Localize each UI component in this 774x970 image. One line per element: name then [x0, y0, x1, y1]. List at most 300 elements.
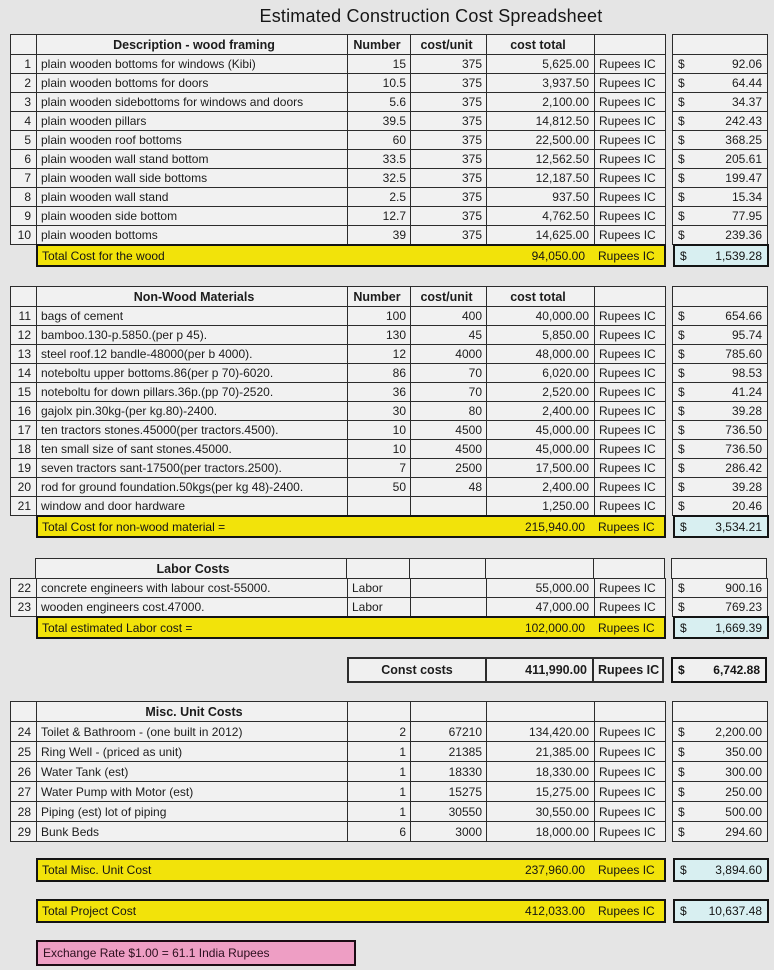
cost-total-cell[interactable]: 21,385.00	[486, 741, 595, 762]
currency-cell[interactable]: Rupees IC	[594, 225, 666, 245]
cost-total-cell[interactable]: 55,000.00	[486, 578, 595, 598]
const-costs-currency[interactable]: Rupees IC	[592, 657, 664, 683]
description-cell[interactable]: plain wooden bottoms for doors	[36, 73, 348, 93]
usd-cell[interactable]	[672, 363, 768, 383]
usd-value: 2,200.00	[715, 724, 762, 739]
currency-cell[interactable]: Rupees IC	[594, 761, 666, 782]
total-label: Total Cost for non-wood material =	[42, 519, 226, 534]
total-currency: Rupees IC	[598, 519, 655, 534]
table-row	[10, 363, 774, 383]
description-cell[interactable]: bags of cement	[36, 306, 348, 326]
row-number-cell[interactable]: 25	[10, 741, 37, 762]
cost-unit-cell[interactable]	[410, 496, 487, 516]
number-cell[interactable]: 10	[347, 420, 411, 440]
usd-cell[interactable]	[672, 578, 768, 598]
cost-unit-cell[interactable]: 18330	[410, 761, 487, 782]
cost-unit-cell[interactable]: 400	[410, 306, 487, 326]
number-cell[interactable]: 1	[347, 741, 411, 762]
total-amount: 102,000.00	[524, 620, 585, 635]
description-header[interactable]: Misc. Unit Costs	[36, 701, 348, 722]
currency-header[interactable]	[594, 701, 666, 722]
currency-cell[interactable]: Rupees IC	[594, 130, 666, 150]
cost-total-cell[interactable]: 40,000.00	[486, 306, 595, 326]
wood-framing-table	[10, 34, 774, 267]
currency-cell[interactable]: Rupees IC	[594, 477, 666, 497]
total-usd-box[interactable]	[673, 899, 769, 923]
row-number-cell[interactable]: 6	[10, 149, 37, 169]
currency-header[interactable]	[593, 558, 665, 579]
number-cell[interactable]: 100	[347, 306, 411, 326]
labor-table	[10, 558, 774, 639]
usd-cell[interactable]	[672, 206, 768, 226]
row-number-cell[interactable]: 15	[10, 382, 37, 402]
dollar-sign: $	[678, 309, 685, 323]
usd-cell[interactable]	[672, 439, 768, 459]
dollar-sign: $	[680, 904, 687, 918]
cost-total-header[interactable]: cost total	[486, 34, 595, 55]
usd-cell[interactable]	[672, 477, 768, 497]
description-cell[interactable]: Toilet & Bathroom - (one built in 2012)	[36, 721, 348, 742]
description-cell[interactable]: plain wooden roof bottoms	[36, 130, 348, 150]
cost-unit-cell[interactable]: 48	[410, 477, 487, 497]
description-header[interactable]: Non-Wood Materials	[36, 286, 348, 307]
page-title: Estimated Construction Cost Spreadsheet	[259, 6, 603, 26]
currency-cell[interactable]: Rupees IC	[594, 821, 666, 842]
number-cell[interactable]	[347, 496, 411, 516]
usd-cell[interactable]	[672, 130, 768, 150]
exchange-rate-label: Exchange Rate $1.00 = 61.1 India Rupees	[43, 946, 270, 960]
usd-header[interactable]	[672, 34, 768, 55]
description-header[interactable]: Description - wood framing	[36, 34, 348, 55]
usd-cell[interactable]	[672, 187, 768, 207]
usd-cell[interactable]	[672, 225, 768, 245]
cost-total-cell[interactable]: 12,562.50	[486, 149, 595, 169]
number-cell[interactable]: 1	[347, 801, 411, 822]
row-number-cell[interactable]: 8	[10, 187, 37, 207]
currency-cell[interactable]: Rupees IC	[594, 73, 666, 93]
description-cell[interactable]: rod for ground foundation.50kgs(per kg 48)-2400.	[36, 477, 348, 497]
number-cell[interactable]: 33.5	[347, 149, 411, 169]
table-row	[10, 206, 774, 226]
usd-cell[interactable]	[672, 741, 768, 762]
description-cell[interactable]: steel roof.12 bandle-48000(per b 4000).	[36, 344, 348, 364]
cost-unit-cell[interactable]	[410, 578, 487, 598]
cost-unit-cell[interactable]: 70	[410, 363, 487, 383]
cost-total-cell[interactable]: 937.50	[486, 187, 595, 207]
cost-total-cell[interactable]: 2,520.00	[486, 382, 595, 402]
cost-total-cell[interactable]: 2,400.00	[486, 401, 595, 421]
number-cell[interactable]: 12	[347, 344, 411, 364]
dollar-sign: $	[678, 190, 685, 204]
cost-unit-header[interactable]	[409, 558, 486, 579]
currency-cell[interactable]: Rupees IC	[594, 721, 666, 742]
row-number-cell[interactable]: 17	[10, 420, 37, 440]
currency-cell[interactable]: Rupees IC	[594, 420, 666, 440]
table-row	[10, 578, 774, 598]
currency-cell[interactable]: Rupees IC	[594, 325, 666, 345]
cost-total-cell[interactable]: 2,400.00	[486, 477, 595, 497]
const-costs-usd-box[interactable]	[671, 657, 767, 683]
currency-cell[interactable]: Rupees IC	[594, 401, 666, 421]
cost-total-header[interactable]: cost total	[486, 286, 595, 307]
number-cell[interactable]: Labor	[347, 578, 411, 598]
cost-unit-cell[interactable]: 375	[410, 168, 487, 188]
row-number-cell[interactable]: 28	[10, 801, 37, 822]
row-number-cell[interactable]: 19	[10, 458, 37, 478]
dollar-sign: $	[678, 663, 685, 677]
currency-cell[interactable]: Rupees IC	[594, 382, 666, 402]
cost-unit-cell[interactable]: 4500	[410, 439, 487, 459]
usd-value: 368.25	[725, 133, 762, 147]
description-cell[interactable]: gajolx pin.30kg-(per kg.80)-2400.	[36, 401, 348, 421]
cost-unit-cell[interactable]: 3000	[410, 821, 487, 842]
usd-cell[interactable]	[672, 401, 768, 421]
description-cell[interactable]: concrete engineers with labour cost-55000.	[36, 578, 348, 598]
cost-unit-cell[interactable]	[410, 597, 487, 617]
total-highlight-bar[interactable]	[36, 515, 666, 538]
total-currency: Rupees IC	[598, 620, 655, 635]
description-cell[interactable]: noteboltu for down pillars.36p.(pp 70)-2520.	[36, 382, 348, 402]
usd-header[interactable]	[671, 558, 767, 579]
currency-cell[interactable]: Rupees IC	[594, 54, 666, 74]
row-number-header[interactable]	[10, 286, 37, 307]
dollar-sign: $	[678, 133, 685, 147]
usd-cell[interactable]	[672, 54, 768, 74]
number-cell[interactable]: 10	[347, 439, 411, 459]
row-number-cell[interactable]: 20	[10, 477, 37, 497]
cost-total-cell[interactable]: 14,625.00	[486, 225, 595, 245]
wood-total-row	[10, 244, 774, 267]
description-cell[interactable]: plain wooden pillars	[36, 111, 348, 131]
usd-value: 10,637.48	[708, 904, 762, 918]
row-number-cell[interactable]: 22	[10, 578, 37, 598]
cost-unit-cell[interactable]: 67210	[410, 721, 487, 742]
description-cell[interactable]: plain wooden wall stand	[36, 187, 348, 207]
row-number-cell[interactable]: 24	[10, 721, 37, 742]
labor-total-row	[10, 616, 774, 639]
usd-value: 900.16	[725, 581, 762, 595]
cost-unit-cell[interactable]: 30550	[410, 801, 487, 822]
description-cell[interactable]: Piping (est) lot of piping	[36, 801, 348, 822]
description-cell[interactable]: bamboo.130-p.5850.(per p 45).	[36, 325, 348, 345]
cost-total-cell[interactable]: 22,500.00	[486, 130, 595, 150]
row-number-cell[interactable]: 10	[10, 225, 37, 245]
number-cell[interactable]: 39.5	[347, 111, 411, 131]
row-number-cell[interactable]: 23	[10, 597, 37, 617]
usd-value: 736.50	[725, 423, 762, 437]
currency-cell[interactable]: Rupees IC	[594, 168, 666, 188]
currency-cell[interactable]: Rupees IC	[594, 597, 666, 617]
usd-value: 64.44	[731, 76, 762, 90]
dollar-sign: $	[678, 461, 685, 475]
currency-cell[interactable]: Rupees IC	[594, 187, 666, 207]
description-cell[interactable]: noteboltu upper bottoms.86(per p 70)-6020.	[36, 363, 348, 383]
currency-cell[interactable]: Rupees IC	[594, 801, 666, 822]
description-cell[interactable]: ten tractors stones.45000(per tractors.4500).	[36, 420, 348, 440]
number-cell[interactable]: 130	[347, 325, 411, 345]
usd-cell[interactable]	[672, 761, 768, 782]
usd-cell[interactable]	[672, 721, 768, 742]
cost-total-cell[interactable]: 5,850.00	[486, 325, 595, 345]
currency-cell[interactable]: Rupees IC	[594, 496, 666, 516]
row-number-cell[interactable]: 18	[10, 439, 37, 459]
usd-cell[interactable]	[672, 325, 768, 345]
usd-header[interactable]	[672, 701, 768, 722]
total-usd-box[interactable]	[673, 616, 769, 639]
total-usd-box[interactable]	[673, 515, 769, 538]
dollar-sign: $	[678, 95, 685, 109]
misc-unit-table	[10, 701, 774, 842]
cost-unit-header[interactable]: cost/unit	[410, 34, 487, 55]
cost-unit-cell[interactable]: 70	[410, 382, 487, 402]
dollar-sign: $	[678, 404, 685, 418]
number-cell[interactable]: 12.7	[347, 206, 411, 226]
table-row	[10, 382, 774, 402]
cost-total-cell[interactable]: 1,250.00	[486, 496, 595, 516]
cost-total-cell[interactable]: 30,550.00	[486, 801, 595, 822]
table-row	[10, 801, 774, 822]
cost-total-header[interactable]	[486, 701, 595, 722]
cost-total-cell[interactable]: 6,020.00	[486, 363, 595, 383]
row-number-cell[interactable]: 7	[10, 168, 37, 188]
currency-cell[interactable]: Rupees IC	[594, 439, 666, 459]
row-number-cell[interactable]: 5	[10, 130, 37, 150]
currency-cell[interactable]: Rupees IC	[594, 344, 666, 364]
total-highlight-bar[interactable]	[36, 616, 666, 639]
cost-unit-cell[interactable]: 21385	[410, 741, 487, 762]
const-costs-total[interactable]: 411,990.00	[485, 657, 594, 683]
const-costs-label[interactable]: Const costs	[347, 657, 487, 683]
row-number-cell[interactable]: 14	[10, 363, 37, 383]
number-cell[interactable]: 2.5	[347, 187, 411, 207]
row-number-cell[interactable]: 9	[10, 206, 37, 226]
cost-unit-cell[interactable]: 45	[410, 325, 487, 345]
number-cell[interactable]: 39	[347, 225, 411, 245]
cost-unit-cell[interactable]: 375	[410, 111, 487, 131]
description-cell[interactable]: Water Tank (est)	[36, 761, 348, 782]
dollar-sign: $	[678, 724, 685, 739]
cost-total-cell[interactable]: 2,100.00	[486, 92, 595, 112]
usd-value: 41.24	[731, 385, 762, 399]
number-cell[interactable]: 60	[347, 130, 411, 150]
cost-unit-header[interactable]	[410, 701, 487, 722]
currency-cell[interactable]: Rupees IC	[594, 363, 666, 383]
currency-cell[interactable]: Rupees IC	[594, 306, 666, 326]
cost-unit-cell[interactable]: 80	[410, 401, 487, 421]
cost-unit-cell[interactable]: 15275	[410, 781, 487, 802]
currency-header[interactable]	[594, 286, 666, 307]
row-number-cell[interactable]: 16	[10, 401, 37, 421]
row-number-cell[interactable]: 27	[10, 781, 37, 802]
usd-cell[interactable]	[672, 821, 768, 842]
description-cell[interactable]: window and door hardware	[36, 496, 348, 516]
dollar-sign: $	[678, 366, 685, 380]
row-number-cell[interactable]: 12	[10, 325, 37, 345]
usd-value: 199.47	[725, 171, 762, 185]
cost-unit-cell[interactable]: 375	[410, 206, 487, 226]
currency-header[interactable]	[594, 34, 666, 55]
currency-cell[interactable]: Rupees IC	[594, 206, 666, 226]
cost-total-cell[interactable]: 18,000.00	[486, 821, 595, 842]
row-number-cell[interactable]: 21	[10, 496, 37, 516]
cost-total-cell[interactable]: 15,275.00	[486, 781, 595, 802]
cost-unit-cell[interactable]: 375	[410, 54, 487, 74]
currency-cell[interactable]: Rupees IC	[594, 741, 666, 762]
description-cell[interactable]: plain wooden side bottom	[36, 206, 348, 226]
cost-total-cell[interactable]: 12,187.50	[486, 168, 595, 188]
description-cell[interactable]: plain wooden bottoms for windows (Kibi)	[36, 54, 348, 74]
row-number-cell[interactable]: 26	[10, 761, 37, 782]
number-cell[interactable]: 30	[347, 401, 411, 421]
row-number-cell[interactable]: 29	[10, 821, 37, 842]
total-usd-box[interactable]	[673, 244, 769, 267]
description-cell[interactable]: wooden engineers cost.47000.	[36, 597, 348, 617]
table-row	[10, 781, 774, 802]
row-number-header[interactable]	[10, 34, 37, 55]
usd-cell[interactable]	[672, 382, 768, 402]
cost-unit-cell[interactable]: 4000	[410, 344, 487, 364]
currency-cell[interactable]: Rupees IC	[594, 458, 666, 478]
cost-unit-cell[interactable]: 4500	[410, 420, 487, 440]
total-usd-box[interactable]	[673, 858, 769, 882]
usd-cell[interactable]	[672, 420, 768, 440]
number-cell[interactable]: 2	[347, 721, 411, 742]
usd-cell[interactable]	[672, 306, 768, 326]
number-cell[interactable]: 86	[347, 363, 411, 383]
row-number-cell[interactable]: 1	[10, 54, 37, 74]
description-cell[interactable]: plain wooden bottoms	[36, 225, 348, 245]
cost-total-cell[interactable]: 14,812.50	[486, 111, 595, 131]
cost-total-cell[interactable]: 18,330.00	[486, 761, 595, 782]
number-cell[interactable]: 36	[347, 382, 411, 402]
number-header[interactable]	[346, 558, 410, 579]
usd-value: 785.60	[725, 347, 762, 361]
total-highlight-bar[interactable]	[36, 858, 666, 882]
usd-cell[interactable]	[672, 496, 768, 516]
row-number-cell[interactable]: 13	[10, 344, 37, 364]
description-cell[interactable]: plain wooden sidebottoms for windows and doors	[36, 92, 348, 112]
dollar-sign: $	[678, 57, 685, 71]
table-row	[10, 149, 774, 169]
table-row	[10, 439, 774, 459]
number-cell[interactable]: 5.6	[347, 92, 411, 112]
currency-cell[interactable]: Rupees IC	[594, 149, 666, 169]
total-project-bar	[10, 899, 774, 923]
usd-value: 654.66	[725, 309, 762, 323]
cost-total-header[interactable]	[485, 558, 594, 579]
table-row	[10, 344, 774, 364]
currency-cell[interactable]: Rupees IC	[594, 781, 666, 802]
description-cell[interactable]: Water Pump with Motor (est)	[36, 781, 348, 802]
cost-unit-cell[interactable]: 375	[410, 149, 487, 169]
currency-cell[interactable]: Rupees IC	[594, 92, 666, 112]
cost-unit-cell[interactable]: 375	[410, 130, 487, 150]
number-cell[interactable]: 15	[347, 54, 411, 74]
description-cell[interactable]: plain wooden wall side bottoms	[36, 168, 348, 188]
number-header[interactable]: Number	[347, 286, 411, 307]
description-cell[interactable]: plain wooden wall stand bottom	[36, 149, 348, 169]
exchange-rate-bar[interactable]	[36, 940, 356, 966]
number-cell[interactable]: 1	[347, 781, 411, 802]
usd-cell[interactable]	[672, 801, 768, 822]
number-cell[interactable]: 10.5	[347, 73, 411, 93]
usd-cell[interactable]	[672, 781, 768, 802]
currency-cell[interactable]: Rupees IC	[594, 578, 666, 598]
description-cell[interactable]: ten small size of sant stones.45000.	[36, 439, 348, 459]
cost-unit-cell[interactable]: 375	[410, 225, 487, 245]
usd-cell[interactable]	[672, 73, 768, 93]
usd-cell[interactable]	[672, 344, 768, 364]
total-currency: Rupees IC	[598, 863, 655, 877]
cost-total-cell[interactable]: 134,420.00	[486, 721, 595, 742]
row-number-cell[interactable]: 2	[10, 73, 37, 93]
total-highlight-bar[interactable]	[36, 899, 666, 923]
usd-cell[interactable]	[672, 111, 768, 131]
number-header[interactable]: Number	[347, 34, 411, 55]
table-row	[10, 741, 774, 762]
row-number-cell[interactable]: 11	[10, 306, 37, 326]
cost-unit-cell[interactable]: 375	[410, 92, 487, 112]
number-cell[interactable]: 32.5	[347, 168, 411, 188]
description-cell[interactable]: Bunk Beds	[36, 821, 348, 842]
description-cell[interactable]: seven tractors sant-17500(per tractors.2500).	[36, 458, 348, 478]
number-cell[interactable]: 50	[347, 477, 411, 497]
table-header-row	[10, 558, 774, 579]
row-number-header[interactable]	[10, 701, 37, 722]
total-highlight-bar[interactable]	[36, 244, 666, 267]
cost-total-cell[interactable]: 45,000.00	[486, 420, 595, 440]
table-row	[10, 597, 774, 617]
non-wood-total-row	[10, 515, 774, 538]
currency-cell[interactable]: Rupees IC	[594, 111, 666, 131]
cost-total-cell[interactable]: 45,000.00	[486, 439, 595, 459]
cost-total-cell[interactable]: 47,000.00	[486, 597, 595, 617]
cost-unit-cell[interactable]: 375	[410, 73, 487, 93]
dollar-sign: $	[678, 499, 685, 513]
number-cell[interactable]: 1	[347, 761, 411, 782]
usd-cell[interactable]	[672, 149, 768, 169]
usd-header[interactable]	[672, 286, 768, 307]
description-header[interactable]: Labor Costs	[35, 558, 347, 579]
cost-unit-header[interactable]: cost/unit	[410, 286, 487, 307]
usd-cell[interactable]	[672, 458, 768, 478]
number-cell[interactable]: 6	[347, 821, 411, 842]
row-number-cell[interactable]: 4	[10, 111, 37, 131]
cost-total-cell[interactable]: 48,000.00	[486, 344, 595, 364]
cost-total-cell[interactable]: 3,937.50	[486, 73, 595, 93]
cost-total-cell[interactable]: 17,500.00	[486, 458, 595, 478]
total-currency: Rupees IC	[598, 248, 655, 263]
description-cell[interactable]: Ring Well - (priced as unit)	[36, 741, 348, 762]
usd-cell[interactable]	[672, 168, 768, 188]
usd-cell[interactable]	[672, 92, 768, 112]
number-cell[interactable]: 7	[347, 458, 411, 478]
cost-unit-cell[interactable]: 2500	[410, 458, 487, 478]
cost-total-cell[interactable]: 4,762.50	[486, 206, 595, 226]
total-label: Total Misc. Unit Cost	[42, 863, 152, 877]
usd-cell[interactable]	[672, 597, 768, 617]
row-number-cell[interactable]: 3	[10, 92, 37, 112]
cost-unit-cell[interactable]: 375	[410, 187, 487, 207]
dollar-sign: $	[678, 328, 685, 342]
table-row	[10, 496, 774, 516]
usd-value: 300.00	[725, 764, 762, 779]
usd-value: 95.74	[731, 328, 762, 342]
table-row	[10, 187, 774, 207]
cost-total-cell[interactable]: 5,625.00	[486, 54, 595, 74]
number-header[interactable]	[347, 701, 411, 722]
number-cell[interactable]: Labor	[347, 597, 411, 617]
